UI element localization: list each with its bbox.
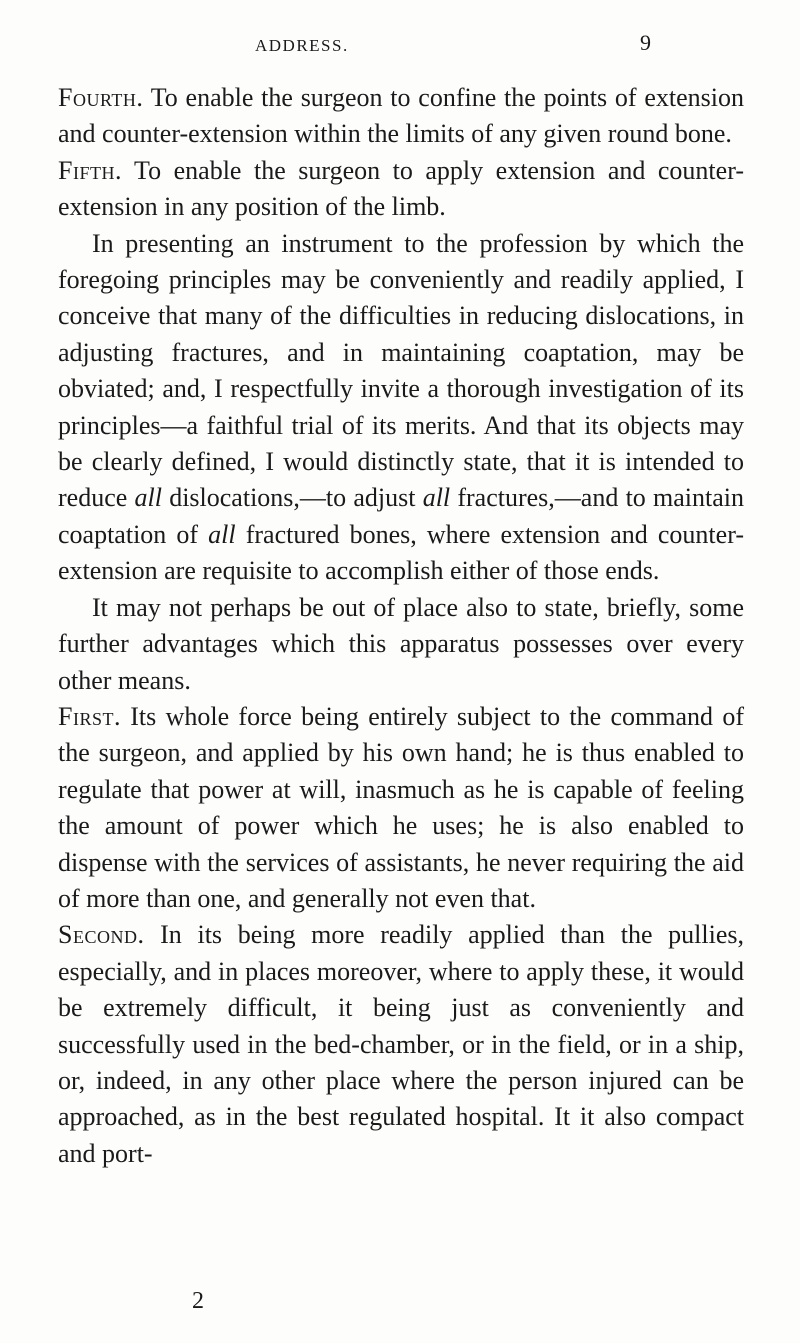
paragraph-text-cont: dislocations,—to adjust bbox=[161, 483, 423, 513]
paragraph-text: In its being more readily applied than the pullies, especially, and in places moreover, where to apply these, it would be extremely difficult, it being just as conveniently and successfully used in the bed-chamber, or in the field, or in a ship, or, indeed, in any other place where the person injured can be approached, as in the best regulated hospital. It it also compact and port- bbox=[58, 920, 744, 1168]
running-title: ADDRESS. bbox=[255, 36, 349, 55]
paragraph-lead: First. bbox=[58, 701, 121, 731]
signature-mark: 2 bbox=[192, 1288, 204, 1314]
paragraph-text: In presenting an instrument to the profession by which the foregoing principles may be conveniently and readily applied, I conceive that many of the difficulties in reducing dislocations, in adjusting fractures, and in maintaining coaptation, may be obviated; and, I respectfully invite a thorough investigation of its principles—a faithful trial of its merits. And that its objects may be clearly defined, I would distinctly state, that it is intended to reduce bbox=[58, 228, 744, 513]
paragraph-lead: Fourth. bbox=[58, 83, 144, 112]
page-number: 9 bbox=[640, 30, 651, 55]
running-head bbox=[0, 30, 800, 60]
body-text bbox=[58, 80, 744, 1172]
italic-all: all bbox=[134, 483, 162, 513]
paragraph-presenting bbox=[58, 226, 744, 590]
paragraph-lead: Fifth. bbox=[58, 155, 122, 185]
paragraph-text: To enable the surgeon to confine the points of extension and counter-extension within the limits of any given round bone. bbox=[58, 83, 744, 149]
italic-all: all bbox=[422, 483, 451, 513]
italic-all: all bbox=[208, 519, 236, 549]
paragraph-lead: Second. bbox=[58, 920, 145, 950]
paragraph-fourth bbox=[58, 80, 744, 153]
paragraph-advantages bbox=[58, 590, 744, 699]
paragraph-text-cont: fractures,—and to maintain coaptation of bbox=[58, 483, 744, 549]
paragraph-text: Its whole force being entirely subject to the command of the surgeon, and applied by his own hand; he is thus enabled to regulate that power at will, inasmuch as he is capable of feeling the amount of power which he uses; he is also enabled to dispense with the services of assistants, he never requiring the aid of more than one, and generally not even that. bbox=[58, 701, 744, 913]
paragraph-text: To enable the surgeon to apply extension and counter-extension in any position of the limb. bbox=[58, 155, 744, 222]
paragraph-first bbox=[58, 699, 744, 917]
paragraph-fifth bbox=[58, 153, 744, 226]
paragraph-second bbox=[58, 917, 744, 1172]
paragraph-text: It may not perhaps be out of place also to state, briefly, some further advantages which this apparatus possesses over every other means. bbox=[58, 592, 744, 695]
paragraph-text-cont: fractured bones, where extension and counter-extension are requisite to accomplish either of those ends. bbox=[58, 519, 744, 586]
